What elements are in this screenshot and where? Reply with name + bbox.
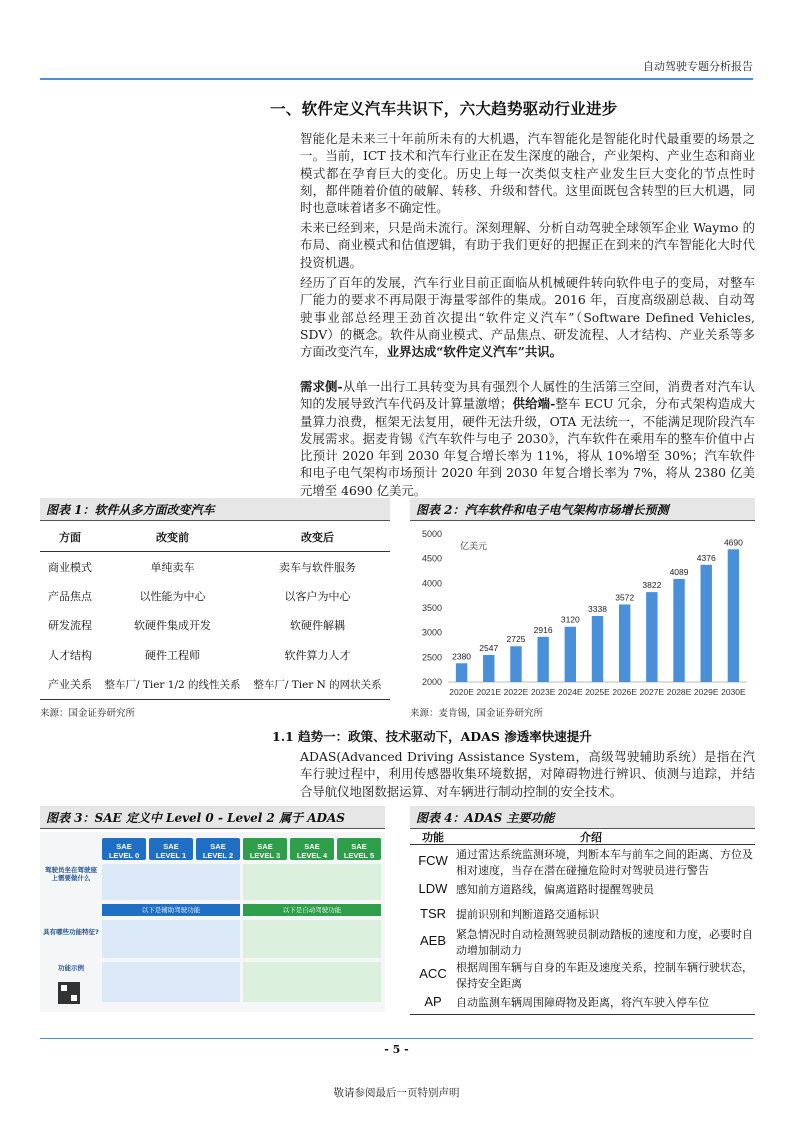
figure-3-title-underline (40, 828, 385, 829)
bar (483, 655, 494, 682)
adas-function-desc: 提前识别和判断道路交通标识 (456, 908, 599, 921)
bar (565, 627, 576, 682)
bar (728, 549, 739, 682)
data-label: 2547 (479, 643, 499, 654)
adas-function-desc: 自动监测车辆周围障碍物及距离，将汽车驶入停车位 (456, 996, 709, 1009)
table-row (40, 552, 390, 582)
adas-function-desc: 感知前方道路线，偏离道路时提醒驾驶员 (456, 883, 654, 896)
adas-function-abbr: AEB (419, 933, 446, 948)
data-label: 3822 (642, 580, 662, 591)
sae-row-label-1: 驾驶员坐在驾驶座上需要做什么 (45, 866, 97, 882)
sae-level-text: LEVEL 1 (155, 851, 187, 860)
subsection-paragraph: ADAS(Advanced Driving Assistance System，高级驾驶辅助系统）是指在汽车行驶过程中，利用传感器收集环境数据，对障碍物进行辨识、侦测与追踪，并结合导航仪地图数据运算、对车辆进行制动控制的安全技术。 (300, 749, 755, 799)
bar (456, 663, 467, 682)
sae-left-row-1 (102, 864, 240, 900)
demand-side-label: 需求侧- (300, 379, 343, 394)
bar (673, 579, 684, 682)
sae-row-label-2: 具有哪些功能特征? (43, 928, 99, 936)
paragraph-1: 智能化是未来三十年前所未有的大机遇，汽车智能化是智能化时代最重要的场景之一。当前，ICT 技术和汽车行业正在发生深度的融合，产业架构、产业生态和商业模式都在孕育巨大的变化。历史上每一次类似支柱产业发生巨大变化的节点性时刻，都伴随着价值的破解、转移、升级和替代。这里面既包含转型的巨大机遇，同时也意味着诸多不确定性。 (300, 131, 755, 216)
figure-3-title: 图表 3：SAE 定义中 Level 0 - Level 2 属于 ADAS (40, 806, 385, 828)
sae-logo-text: SAE (351, 842, 367, 851)
x-tick-label: 2025E (585, 687, 610, 697)
sae-level-5-label (339, 842, 379, 860)
section-title: 一、软件定义汽车共识下，六大趋势驱动行业进步 (270, 99, 618, 118)
bar-chart-svg (410, 526, 755, 704)
table-row (40, 611, 390, 641)
supply-side-label: 供给端- (512, 396, 556, 412)
table-cell: 软硬件解耦 (290, 619, 345, 633)
data-label: 2916 (533, 624, 553, 635)
supply-side-text: 整车 ECU 冗余，分布式架构造成大量算力浪费，框架无法复用，硬件无法升级，OTA 无法统一，不能满足现阶段汽车发展需求。据麦肯锡《汽车软件与电子 2030》，汽车软件在乘用车的整车价值中占比预计 2020 年到 2030 年复合增长率为 11%，将从 10%增至 30%；汽车软件和电子电气架构市场预计 2020 年到 2030 年复合增长率为 7%，将从 2380 亿美元增至 4690 亿美元。 (300, 396, 755, 498)
x-tick-label: 2020E (449, 687, 474, 697)
sae-level-text: LEVEL 3 (249, 851, 281, 860)
sae-left-row-2 (102, 920, 240, 958)
table-cell: 卖车与软件服务 (279, 560, 356, 574)
data-label: 2725 (506, 634, 526, 645)
table-cell: 产品焦点 (48, 589, 92, 603)
table-header-cell: 方面 (59, 530, 81, 544)
adas-function-abbr: ACC (419, 966, 447, 981)
figure-1-title: 图表 1：软件从多方面改变汽车 (40, 498, 390, 520)
sae-left-band-label: 以下是辅助驾驶功能 (141, 906, 201, 914)
y-tick-label: 3500 (421, 603, 442, 613)
x-tick-label: 2029E (693, 687, 719, 697)
data-label: 4376 (696, 552, 716, 563)
sae-level-3-label (245, 842, 285, 860)
table-cell: 以客户为中心 (284, 589, 351, 603)
adas-function-abbr: AP (424, 994, 442, 1009)
sae-left-row-3 (102, 962, 240, 1002)
table-cell: 整车厂/ Tier 1/2 的线性关系 (104, 678, 241, 691)
x-tick-label: 2030E (721, 687, 746, 697)
x-tick-label: 2024E (558, 687, 583, 697)
sae-logo-text: SAE (210, 842, 226, 851)
sae-logo-text: SAE (304, 842, 320, 851)
bar (619, 604, 630, 682)
report-header-title: 自动驾驶专题分析报告 (643, 60, 753, 73)
figure-4-title: 图表 4：ADAS 主要功能 (410, 806, 755, 828)
data-label: 3572 (615, 592, 635, 603)
header-divider (40, 78, 753, 80)
sae-logo-text: SAE (116, 842, 132, 851)
y-tick-label: 2500 (421, 652, 442, 663)
figure-4-header-function: 功能 (422, 831, 444, 844)
adas-function-abbr: LDW (418, 881, 448, 896)
sae-row-label-3: 功能示例 (58, 964, 84, 972)
y-tick-label: 3000 (421, 627, 442, 638)
demand-side-text: 从单一出行工具转变为具有强烈个人属性的生活第三空间，消费者对汽车认知的发展导致汽车代码及计算量激增； (300, 379, 755, 412)
table-header-cell: 改变后 (301, 530, 334, 544)
adas-function-abbr: TSR (420, 906, 446, 921)
paragraph-4 (300, 378, 755, 499)
table-row (40, 670, 390, 700)
x-tick-label: 2021E (476, 687, 502, 697)
table-cell: 整车厂/ Tier N 的网状关系 (253, 678, 382, 691)
table-cell: 单纯卖车 (150, 560, 195, 574)
figure-1-source: 来源：国金证券研究所 (40, 708, 136, 719)
figure-4-header-intro: 介绍 (580, 831, 602, 844)
x-tick-label: 2026E (612, 687, 637, 697)
qr-code-mark (71, 995, 77, 1001)
data-label: 4690 (723, 537, 743, 548)
table-cell: 以性能为中心 (139, 589, 206, 603)
y-tick-label: 2000 (421, 677, 442, 687)
footer-divider (40, 1038, 753, 1039)
y-tick-label: 5000 (421, 529, 442, 539)
data-label: 3120 (560, 614, 580, 625)
data-label: 2380 (452, 651, 472, 662)
page-number: - 5 - (384, 1043, 409, 1056)
figure-2-chart (410, 526, 755, 704)
qr-code-mark (61, 985, 67, 991)
figure-1-table (40, 522, 390, 700)
paragraph-3-text: 经历了百年的发展，汽车行业目前正面临从机械硬件转向软件电子的变局，对整车厂能力的要求不再局限于海量零部件的集成。2016 年，百度高级副总裁、自动驾驶事业部总经理王劲首次提出“软件定义汽车”（Software Defined Vehicles, SDV）的概念。软件从商业模式、产品焦点、研发流程、人才结构、产业关系等多方面改变汽车， (300, 275, 755, 360)
paragraph-3-emphasis: 业界达成“软件定义汽车”共识。 (386, 344, 563, 360)
sae-right-row-3 (243, 962, 381, 1002)
bar (510, 646, 521, 682)
figure-4-bottom-rule (410, 1014, 755, 1015)
y-tick-label: 4500 (421, 553, 442, 564)
table-cell: 硬件工程师 (145, 648, 200, 662)
x-tick-label: 2023E (530, 687, 556, 697)
x-tick-label: 2022E (503, 687, 529, 697)
x-tick-label: 2027E (639, 687, 665, 697)
table-cell: 产业关系 (48, 678, 92, 691)
footer-disclaimer: 敬请参阅最后一页特别声明 (333, 1087, 460, 1099)
table-cell: 研发流程 (48, 619, 92, 633)
table-cell: 软件算力人才 (284, 648, 351, 662)
sae-level-1-label (151, 842, 191, 860)
adas-function-desc: 紧急情况时自动检测驾驶员制动踏板的速度和力度，必要时自动增加制动力 (456, 928, 753, 957)
figure-2-title: 图表 2：汽车软件和电子电气架构市场增长预测 (410, 498, 755, 520)
adas-function-abbr: FCW (418, 853, 448, 868)
sae-logo-text: SAE (163, 842, 179, 851)
adas-function-desc: 通过雷达系统监测环境，判断本车与前车之间的距离、方位及相对速度，当存在潜在碰撞危险时对驾驶员进行警告 (456, 848, 753, 877)
unit-label: 亿美元 (460, 541, 488, 552)
data-label: 3338 (588, 603, 607, 614)
y-tick-label: 4000 (421, 578, 442, 589)
subsection-title: 1.1 趋势一：政策、技术驱动下，ADAS 渗透率快速提升 (272, 729, 592, 744)
sae-level-2-label (198, 842, 238, 860)
sae-level-text: LEVEL 4 (296, 851, 328, 860)
table-header-row (40, 522, 390, 552)
table-cell: 软硬件集成开发 (134, 619, 211, 633)
figure-1-table-wrap (40, 522, 390, 700)
figure-1-title-underline (40, 520, 390, 521)
sae-right-row-2 (243, 920, 381, 958)
sae-level-text: LEVEL 5 (343, 851, 375, 860)
table-header-cell: 改变前 (156, 530, 189, 544)
paragraph-3 (300, 274, 755, 360)
bar (537, 637, 548, 682)
sae-level-text: LEVEL 2 (202, 851, 234, 860)
x-tick-label: 2028E (666, 687, 692, 697)
table-cell: 商业模式 (48, 560, 92, 574)
table-row (40, 581, 390, 611)
bar (592, 616, 603, 682)
sae-level-4-label (292, 842, 332, 860)
sae-level-text: LEVEL 0 (108, 851, 140, 860)
figure-2-source: 来源：麦肯锡，国金证券研究所 (410, 708, 544, 719)
adas-function-desc: 根据周围车辆与自身的车距及速度关系，控制车辆行驶状态，保持安全距离 (456, 961, 753, 990)
sae-right-row-1 (243, 864, 381, 900)
figure-4-header-row (410, 829, 755, 845)
data-label: 4089 (669, 566, 689, 577)
sae-logo-text: SAE (257, 842, 273, 851)
sae-level-0-label (104, 842, 144, 860)
bar (701, 565, 712, 682)
sae-levels-diagram (40, 832, 385, 1012)
sae-right-band-label: 以下是自动驾驶功能 (282, 906, 342, 914)
table-row (40, 640, 390, 670)
table-cell: 人才结构 (48, 648, 92, 662)
bar (646, 592, 657, 682)
paragraph-2: 未来已经到来，只是尚未流行。深刻理解、分析自动驾驶全球领军企业 Waymo 的布局、商业模式和估值逻辑，有助于我们更好的把握正在到来的汽车智能化大时代投资机遇。 (300, 220, 755, 270)
figure-2-title-underline (410, 520, 755, 521)
